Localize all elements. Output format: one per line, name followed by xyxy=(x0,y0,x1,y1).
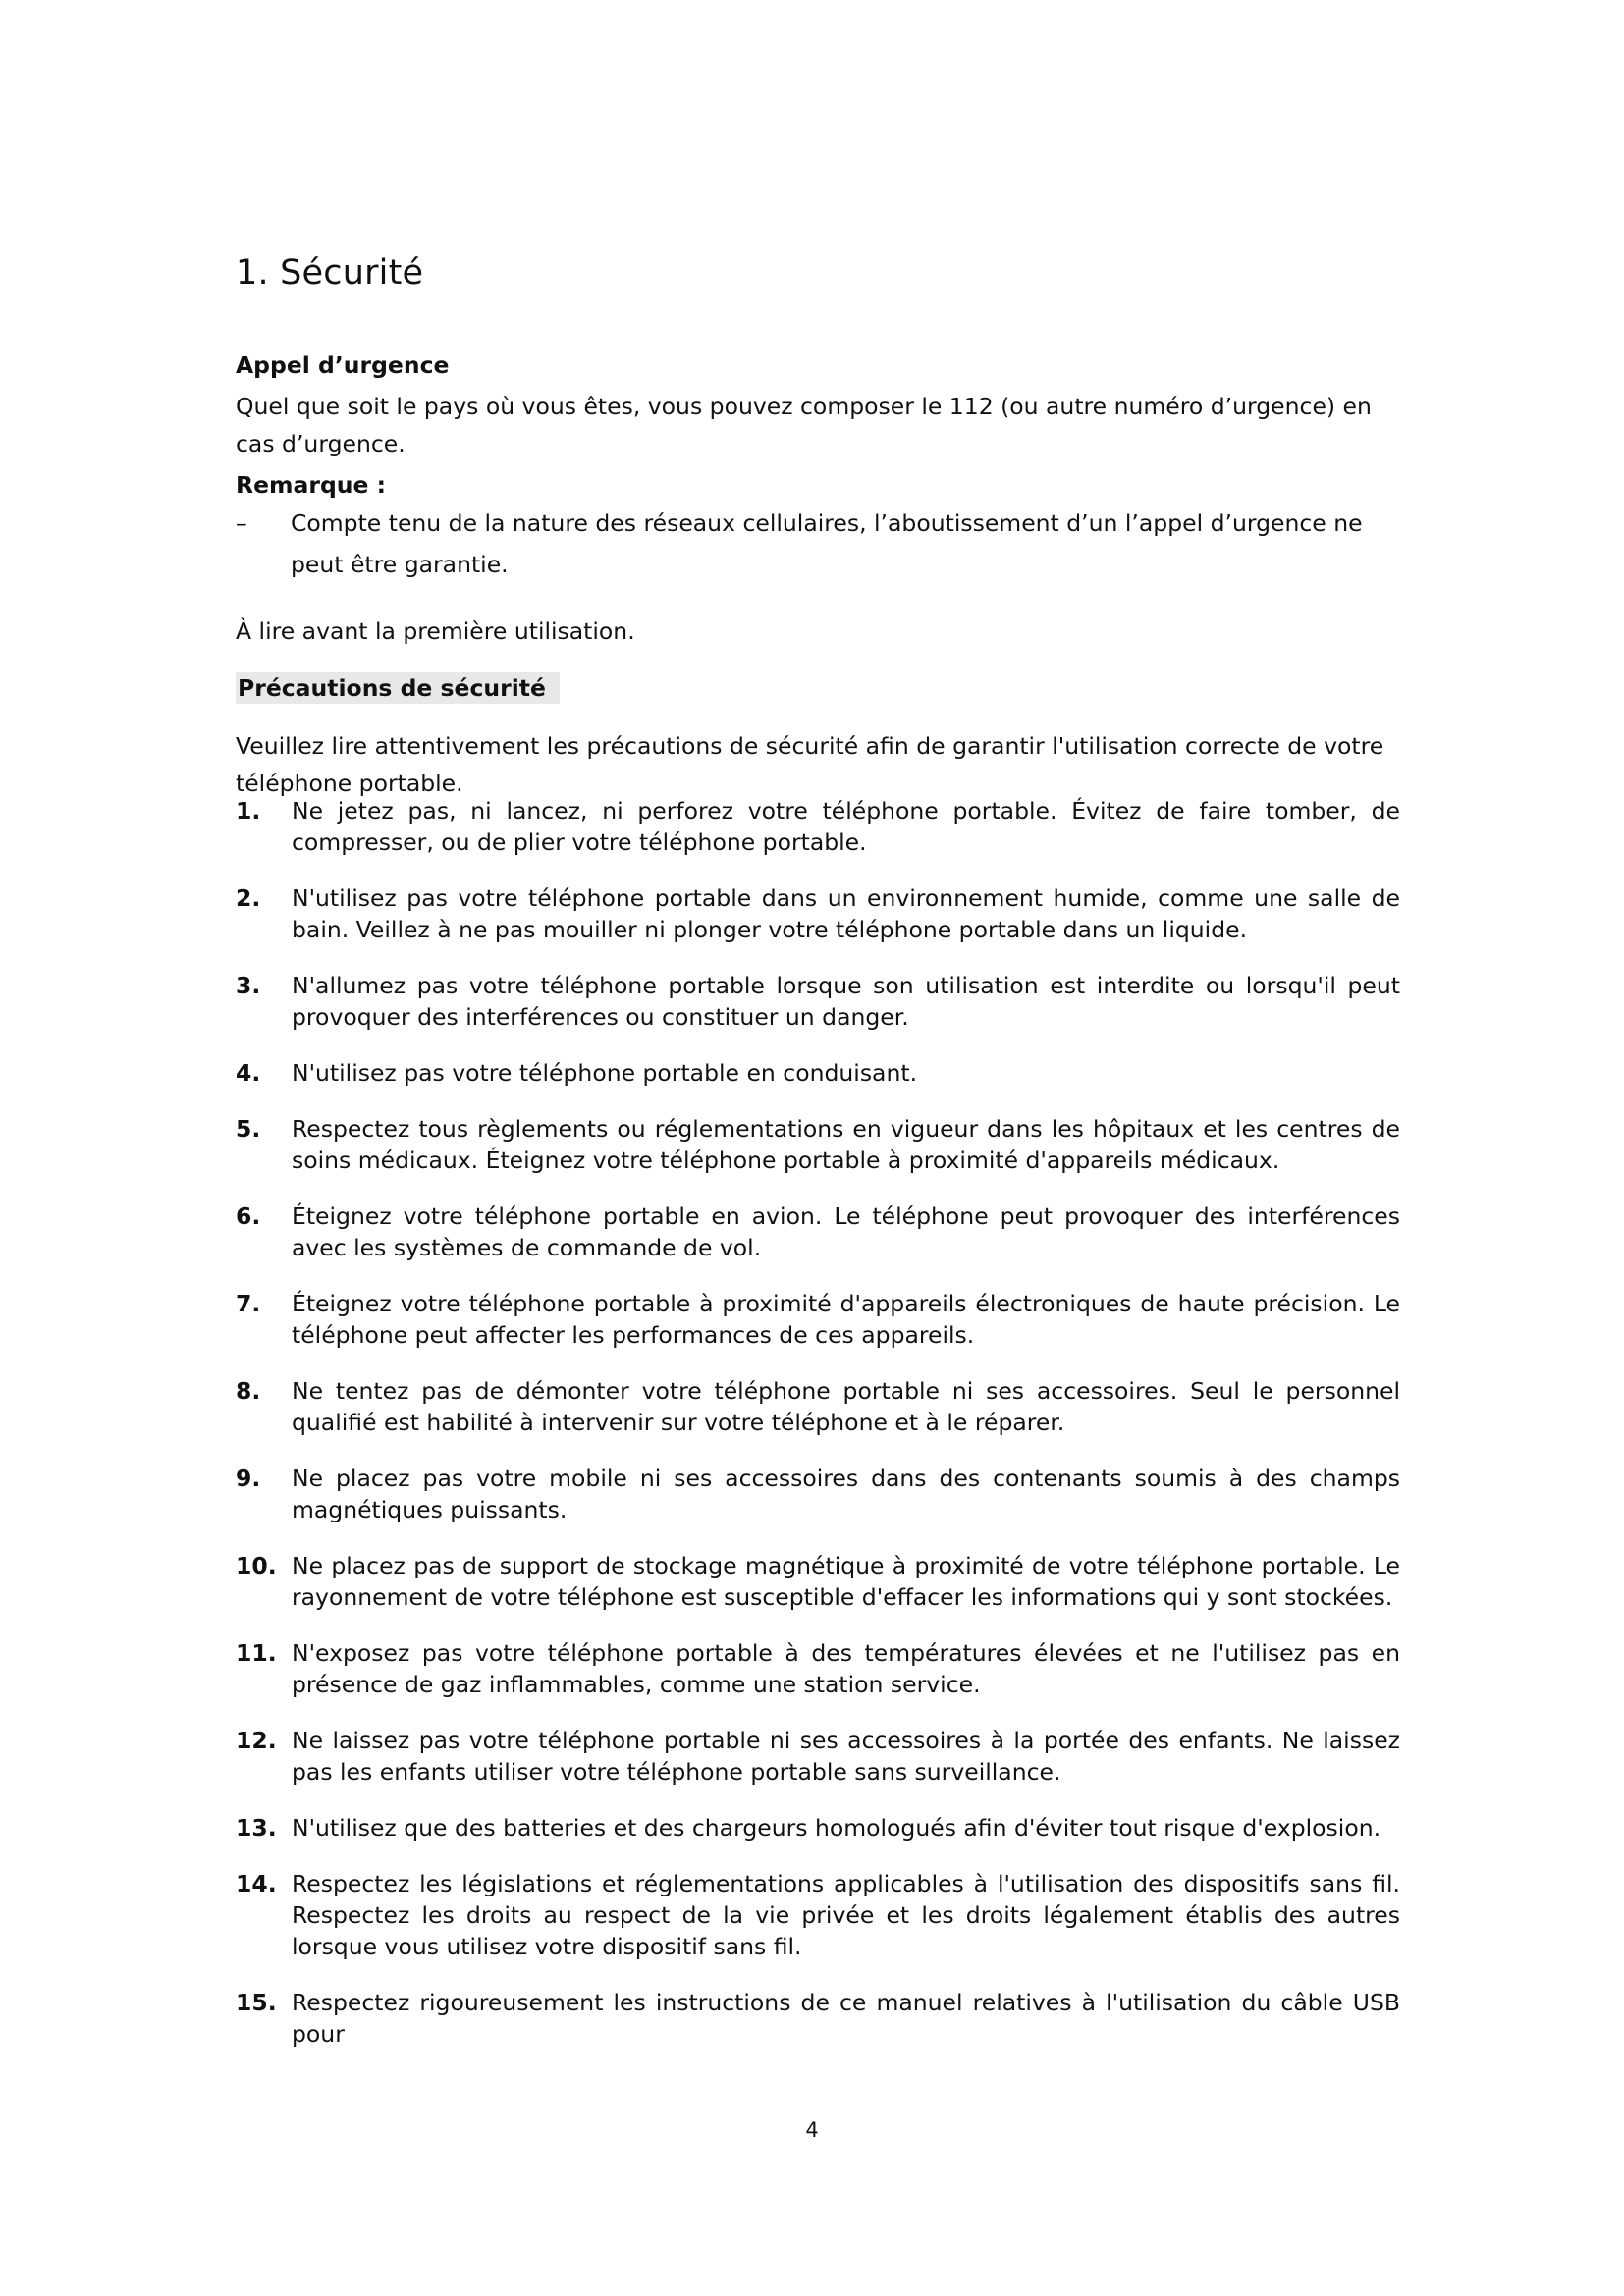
list-item xyxy=(236,1987,1400,2050)
list-item xyxy=(236,1288,1400,1351)
list-item-number: 2. xyxy=(236,884,261,912)
list-item-number: 12. xyxy=(236,1727,277,1754)
page-number: 4 xyxy=(805,2118,819,2142)
precautions-heading-text: Précautions de sécurité xyxy=(236,672,560,704)
list-item xyxy=(236,1812,1400,1843)
list-item-text: Ne tentez pas de démonter votre téléphone portable ni ses accessoires. Seul le personnel qualifié est habilité à intervenir sur votre téléphone et à le réparer. xyxy=(292,1377,1400,1436)
list-item xyxy=(236,1113,1400,1176)
list-item-number: 6. xyxy=(236,1202,261,1230)
emergency-text: Quel que soit le pays où vous êtes, vous pouvez composer le 112 (ou autre numéro d’urgence) en cas d’urgence. xyxy=(236,393,1372,457)
section-title: 1. Sécurité xyxy=(236,253,424,293)
list-item-text: Ne placez pas votre mobile ni ses accessoires dans des contenants soumis à des champs magnétiques puissants. xyxy=(292,1465,1400,1523)
remark-heading: Remarque : xyxy=(236,471,387,499)
precautions-heading xyxy=(236,674,560,702)
list-item-number: 13. xyxy=(236,1814,277,1842)
remark-text: Compte tenu de la nature des réseaux cellulaires, l’aboutissement d’un l’appel d’urgence ne peut être garantie. xyxy=(291,509,1363,578)
list-item xyxy=(236,1725,1400,1788)
list-item-number: 9. xyxy=(236,1465,261,1492)
list-item xyxy=(236,1868,1400,1962)
list-item xyxy=(236,970,1400,1033)
emergency-heading: Appel d’urgence xyxy=(236,351,450,379)
list-item-text: Ne jetez pas, ni lancez, ni perforez votre téléphone portable. Évitez de faire tomber, de compresser, ou de plier votre téléphone portable. xyxy=(292,797,1400,856)
list-item-number: 5. xyxy=(236,1115,261,1143)
list-item-text: Éteignez votre téléphone portable en avion. Le téléphone peut provoquer des interférences avec les systèmes de commande de vol. xyxy=(292,1202,1400,1261)
list-item-number: 7. xyxy=(236,1290,261,1317)
list-item-text: Ne laissez pas votre téléphone portable ni ses accessoires à la portée des enfants. Ne laissez pas les enfants utiliser votre téléphone portable sans surveillance. xyxy=(292,1727,1400,1786)
list-item xyxy=(236,1637,1400,1700)
precautions-intro: Veuillez lire attentivement les précautions de sécurité afin de garantir l'utilisation correcte de votre téléphone portable. xyxy=(236,732,1384,797)
list-item-text: N'utilisez pas votre téléphone portable dans un environnement humide, comme une salle de bain. Veillez à ne pas mouiller ni plonger votre téléphone portable dans un liquide. xyxy=(292,884,1400,943)
list-item-number: 14. xyxy=(236,1870,277,1897)
list-item xyxy=(236,1201,1400,1263)
list-item xyxy=(236,1550,1400,1613)
list-item xyxy=(236,1375,1400,1438)
list-item-number: 11. xyxy=(236,1639,277,1667)
list-item-number: 15. xyxy=(236,1989,277,2016)
list-item xyxy=(236,1057,1400,1089)
list-item-number: 10. xyxy=(236,1552,277,1579)
list-item-text: N'utilisez pas votre téléphone portable en conduisant. xyxy=(292,1059,918,1087)
list-item xyxy=(236,882,1400,945)
remark-dash: – xyxy=(236,509,247,537)
list-item-text: Respectez rigoureusement les instructions de ce manuel relatives à l'utilisation du câble USB pour xyxy=(292,1989,1400,2048)
list-item xyxy=(236,1463,1400,1525)
list-item-text: Éteignez votre téléphone portable à proximité d'appareils électroniques de haute précision. Le téléphone peut affecter les performances de ces appareils. xyxy=(292,1290,1400,1349)
list-item xyxy=(236,795,1400,858)
list-item-text: N'utilisez que des batteries et des chargeurs homologués afin d'éviter tout risque d'explosion. xyxy=(292,1814,1381,1842)
list-item-number: 1. xyxy=(236,797,261,825)
list-item-text: Respectez les législations et réglementations applicables à l'utilisation des dispositifs sans fil. Respectez les droits au respect de la vie privée et les droits légalement établis des autres lorsque vous utilisez votre dispositif sans fil. xyxy=(292,1870,1400,1960)
remark-item xyxy=(236,503,1394,585)
list-item-text: N'allumez pas votre téléphone portable lorsque son utilisation est interdite ou lorsqu'il peut provoquer des interférences ou constituer un danger. xyxy=(292,972,1400,1031)
list-item-number: 3. xyxy=(236,972,261,999)
precautions-list xyxy=(236,795,1400,2050)
list-item-number: 8. xyxy=(236,1377,261,1405)
list-item-number: 4. xyxy=(236,1059,261,1087)
list-item-text: Respectez tous règlements ou réglementations en vigueur dans les hôpitaux et les centres de soins médicaux. Éteignez votre téléphone portable à proximité d'appareils médicaux. xyxy=(292,1115,1400,1174)
list-item-text: Ne placez pas de support de stockage magnétique à proximité de votre téléphone portable. Le rayonnement de votre téléphone est susceptible d'effacer les informations qui y sont stockées. xyxy=(292,1552,1400,1611)
list-item-text: N'exposez pas votre téléphone portable à des températures élevées et ne l'utilisez pas en présence de gaz inflammables, comme une station service. xyxy=(292,1639,1400,1698)
read-before-text: À lire avant la première utilisation. xyxy=(236,617,635,645)
